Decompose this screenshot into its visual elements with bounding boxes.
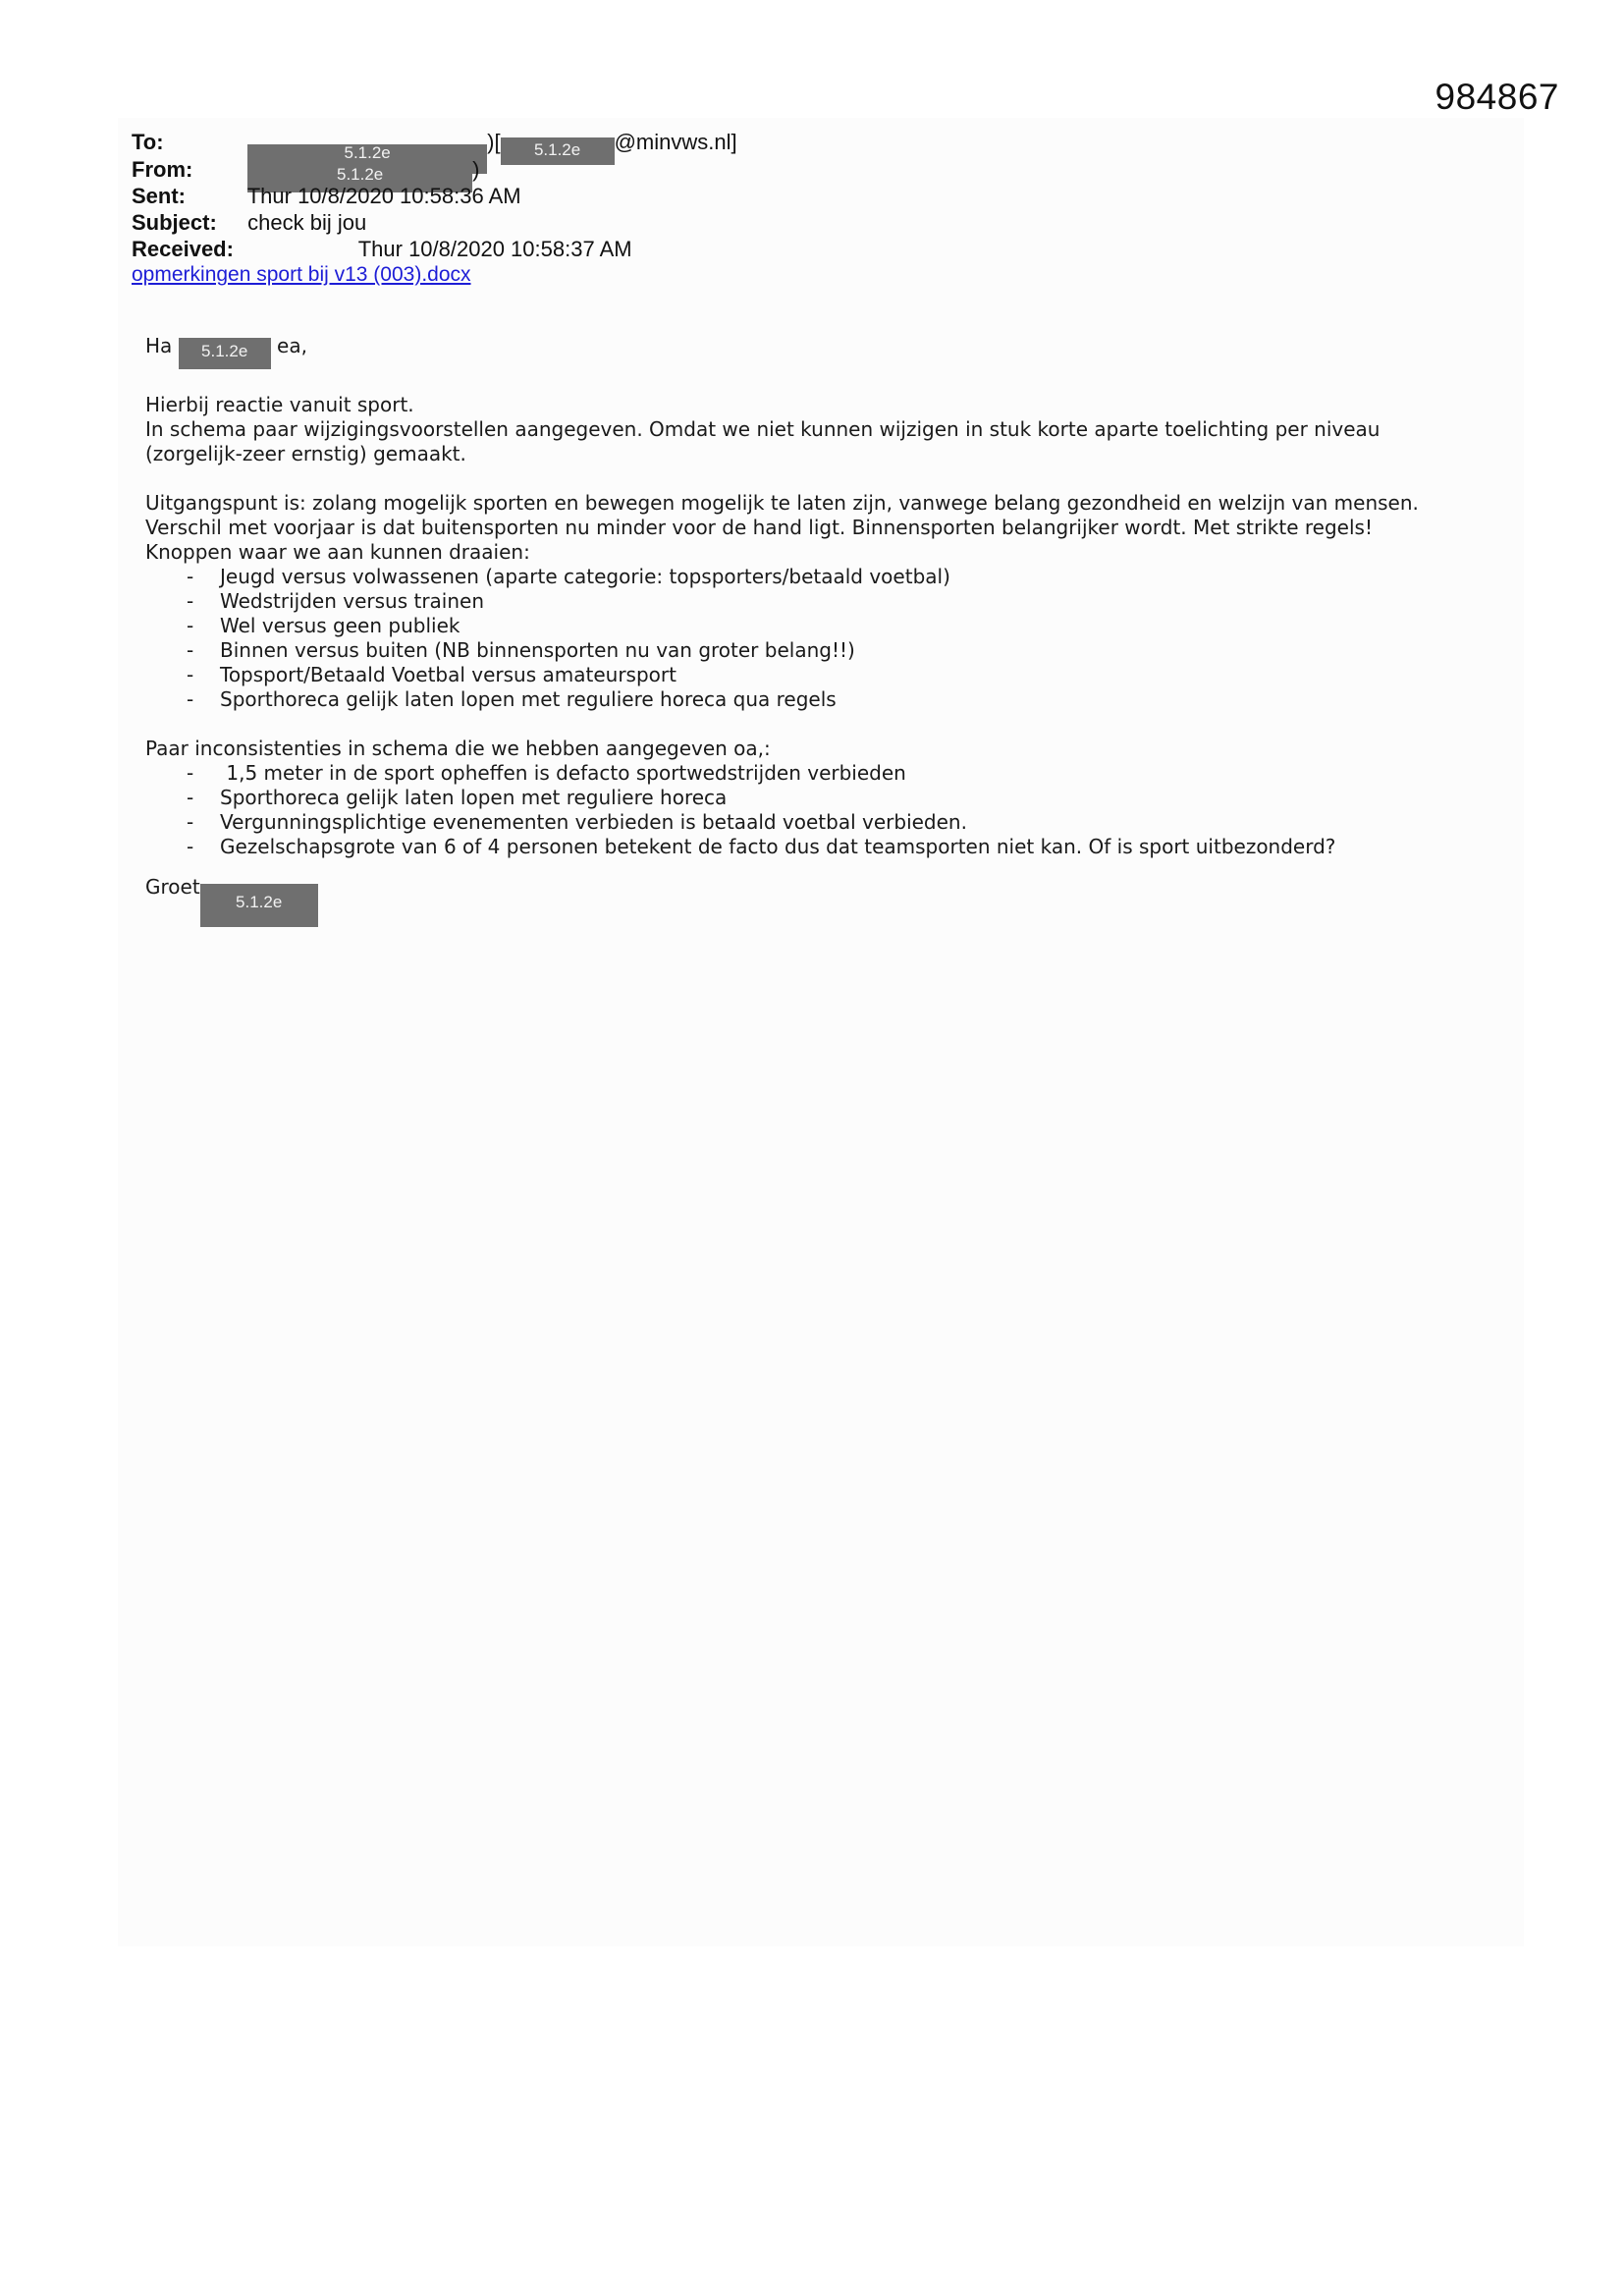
redaction-to-2: 5.1.2e <box>501 137 615 165</box>
sent-row <box>132 184 521 209</box>
attachment-link[interactable]: opmerkingen sport bij v13 (003).docx <box>132 263 471 286</box>
greeting-prefix: Ha <box>145 334 173 357</box>
redaction-closing: 5.1.2e <box>200 884 318 927</box>
closing-text: Groet <box>145 875 200 899</box>
list-item: - Topsport/Betaald Voetbal versus amateursport <box>187 663 677 686</box>
para2-line: Verschil met voorjaar is dat buitensporten nu minder voor de hand ligt. Binnensporten belangrijker wordt. Met strikte regels! <box>145 516 1373 539</box>
list-item: - Wedstrijden versus trainen <box>187 589 485 613</box>
redaction-to-1: 5.1.2e <box>247 144 487 174</box>
list-item: - Gezelschapsgrote van 6 of 4 personen betekent de facto dus dat teamsporten niet kan. Of is sport uitbezonderd? <box>187 835 1336 858</box>
to-label: To: <box>132 130 164 154</box>
list-item: - Sporthoreca gelijk laten lopen met reguliere horeca <box>187 786 728 809</box>
para1-line: (zorgelijk-zeer ernstig) gemaakt. <box>145 442 466 465</box>
list-item: - Jeugd versus volwassenen (aparte categorie: topsporters/betaald voetbal) <box>187 565 950 588</box>
greeting-suffix: ea, <box>277 334 307 357</box>
to-separator: )[ <box>487 130 501 154</box>
list-item: - Wel versus geen publiek <box>187 614 460 637</box>
subject-row <box>132 210 366 236</box>
subject-value: check bij jou <box>247 210 367 235</box>
list-item: - Vergunningsplichtige evenementen verbieden is betaald voetbal verbieden. <box>187 810 967 834</box>
knoppen-list <box>145 565 1520 712</box>
list-item: - Binnen versus buiten (NB binnensporten nu van groter belang!!) <box>187 638 855 662</box>
from-label: From: <box>132 157 193 182</box>
message-body <box>145 334 1520 918</box>
received-row <box>132 237 632 262</box>
inconsistenties-list <box>145 761 1520 859</box>
list-item: - Sporthoreca gelijk laten lopen met reguliere horeca qua regels <box>187 687 837 711</box>
para3: Paar inconsistenties in schema die we hebben aangegeven oa,: <box>145 737 771 760</box>
from-close: ) <box>472 157 480 182</box>
to-domain: @minvws.nl] <box>614 130 737 154</box>
closing <box>145 875 1520 918</box>
redaction-from: 5.1.2e <box>247 169 472 192</box>
subject-label: Subject: <box>132 210 217 235</box>
redaction-greeting: 5.1.2e <box>179 338 271 369</box>
greeting <box>145 334 1520 371</box>
received-label: Received: <box>132 237 234 261</box>
sent-value: Thur 10/8/2020 10:58:36 AM <box>246 184 521 208</box>
list-item: - 1,5 meter in de sport opheffen is defacto sportwedstrijden verbieden <box>187 761 906 785</box>
document-id: 984867 <box>1435 77 1559 117</box>
para1-line: Hierbij reactie vanuit sport. <box>145 393 414 416</box>
para1-line: In schema paar wijzigingsvoorstellen aangegeven. Omdat we niet kunnen wijzigen in stuk korte aparte toelichting per niveau <box>145 417 1380 441</box>
para2-line: Uitgangspunt is: zolang mogelijk sporten en bewegen mogelijk te laten zijn, vanwege belang gezondheid en welzijn van mensen. <box>145 491 1419 515</box>
para2-line: Knoppen waar we aan kunnen draaien: <box>145 540 530 564</box>
sent-label: Sent: <box>132 184 186 208</box>
received-value: Thur 10/8/2020 10:58:37 AM <box>357 237 632 261</box>
